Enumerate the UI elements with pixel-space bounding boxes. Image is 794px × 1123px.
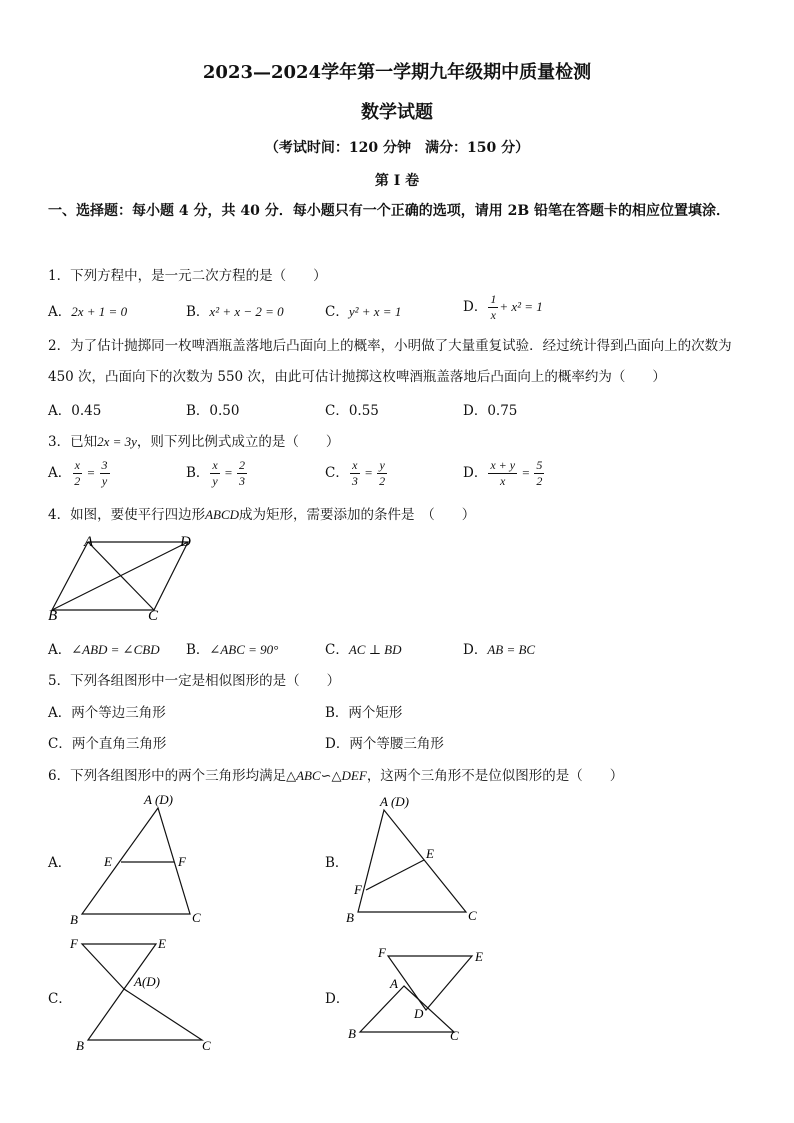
- q1-stem: 1．下列方程中，是一元二次方程的是（ ）: [48, 268, 327, 284]
- segment-ef-b: [366, 860, 424, 890]
- fig-c-label-c: C: [202, 1038, 211, 1053]
- q4-option-a: A．∠ABD = ∠CBD: [48, 642, 160, 658]
- fig-b-top-label: A (D): [380, 794, 410, 809]
- fig-b-label-c: C: [468, 908, 477, 923]
- q3-option-a: A． $\frac{x}{2}$ = $\frac{3}{y}$: [48, 458, 108, 488]
- q6-option-d-letter: D．: [325, 991, 350, 1007]
- fig-d-label-e: E: [475, 949, 483, 964]
- fig-b-label-b: B: [346, 910, 354, 925]
- fig-d-label-f: F: [378, 945, 386, 960]
- fig-d-label-b: B: [348, 1026, 356, 1041]
- q2-option-c: C．0.55: [325, 403, 379, 419]
- volume-label: 第 I 卷: [374, 173, 420, 189]
- fig-d-label-c: C: [450, 1028, 459, 1043]
- fig-b-label-e: E: [426, 846, 434, 861]
- diagonal-bd: [52, 542, 188, 610]
- q3-option-c: C． $\frac{x}{3}$ = $\frac{y}{2}$: [325, 458, 386, 488]
- fig-c-mid-label: A(D): [134, 974, 160, 989]
- fig-a-top-label: A (D): [144, 792, 174, 807]
- q1-option-d: D． $\frac{1}{x}$ + x² = 1: [463, 292, 543, 322]
- label-a: A: [84, 534, 94, 550]
- q4-stem: 4．如图，要使平行四边形ABCD成为矩形，需要添加的条件是 （ ）: [48, 507, 476, 523]
- q1-option-a: A．2x + 1 = 0: [48, 304, 128, 320]
- section-heading: 一、选择题：每小题 4 分，共 40 分．每小题只有一个正确的选项，请用 2B 铅笔在答题卡的相应位置填涂．: [48, 203, 731, 219]
- q6-figure-c: [66, 932, 226, 1056]
- q2-option-d: D．0.75: [463, 403, 518, 419]
- q3-option-b: B． $\frac{x}{y}$ = $\frac{2}{3}$: [186, 458, 246, 488]
- q1-option-c: C．y² + x = 1: [325, 304, 402, 320]
- fig-d-label-a: A: [390, 976, 398, 991]
- q6-figure-d: [342, 940, 502, 1052]
- q6-option-a-letter: A．: [48, 855, 72, 871]
- subject-title: 数学试题: [361, 102, 433, 123]
- fig-c-label-f: F: [70, 936, 78, 951]
- fig-d-label-d: D: [414, 1006, 424, 1021]
- fig-a-label-b: B: [70, 912, 78, 927]
- q6-option-c-letter: C．: [48, 991, 72, 1007]
- exam-info: （考试时间：120 分钟 满分：150 分）: [264, 140, 530, 156]
- triangle-abc-c: [88, 989, 202, 1040]
- exam-title: 2023—2024学年第一学期九年级期中质量检测: [202, 62, 592, 83]
- q5-option-a: A．两个等边三角形: [48, 705, 166, 721]
- label-d: D: [180, 534, 191, 550]
- q6-figure-b: [340, 790, 490, 928]
- q4-parallelogram-figure: [40, 528, 210, 624]
- triangle-abc-b: [358, 810, 466, 912]
- q4-option-d: D．AB = BC: [463, 642, 536, 658]
- q4-option-c: C．AC ⊥ BD: [325, 642, 402, 658]
- q5-option-c: C．两个直角三角形: [48, 736, 167, 752]
- label-c: C: [148, 608, 159, 624]
- q2-option-b: B．0.50: [186, 403, 240, 419]
- fig-c-label-e: E: [158, 936, 166, 951]
- q1-d-fraction: $\frac{1}{x}$: [490, 292, 497, 322]
- fig-a-label-c: C: [192, 910, 201, 925]
- fig-a-label-e: E: [104, 854, 112, 869]
- q6-stem: 6．下列各组图形中的两个三角形均满足△ABC∽△DEF，这两个三角形不是位似图形的是（ ）: [48, 768, 624, 784]
- q1-option-b: B．x² + x − 2 = 0: [186, 304, 284, 320]
- q4-option-b: B．∠ABC = 90°: [186, 642, 279, 658]
- label-b: B: [48, 608, 58, 624]
- q2-option-a: A．0.45: [48, 403, 102, 419]
- q6-option-b-letter: B．: [325, 855, 349, 871]
- q3-stem: 3．已知2x = 3y，则下列比例式成立的是（ ）: [48, 434, 340, 450]
- q5-stem: 5．下列各组图形中一定是相似图形的是（ ）: [48, 673, 341, 689]
- fig-b-label-f: F: [354, 882, 362, 897]
- q6-figure-a: [68, 788, 218, 928]
- q2-stem: 2．为了估计抛掷同一枚啤酒瓶盖落地后凸面向上的概率，小明做了大量重复试验．经过统计得到凸面向上的次数为 450 次，凸面向下的次数为 550 次，由此可估计抛掷这枚啤酒瓶盖落地后凸面向上的概率约为（ ）: [48, 338, 732, 385]
- triangle-def-d: [388, 956, 472, 1010]
- q3-option-d: D． $\frac{x + y}{x}$ = $\frac{5}{2}$: [463, 458, 543, 488]
- triangle-abc-a: [82, 808, 190, 914]
- fig-a-label-f: F: [178, 854, 186, 869]
- q5-option-d: D．两个等腰三角形: [325, 736, 444, 752]
- q5-option-b: B．两个矩形: [325, 705, 403, 721]
- fig-c-label-b: B: [76, 1038, 84, 1053]
